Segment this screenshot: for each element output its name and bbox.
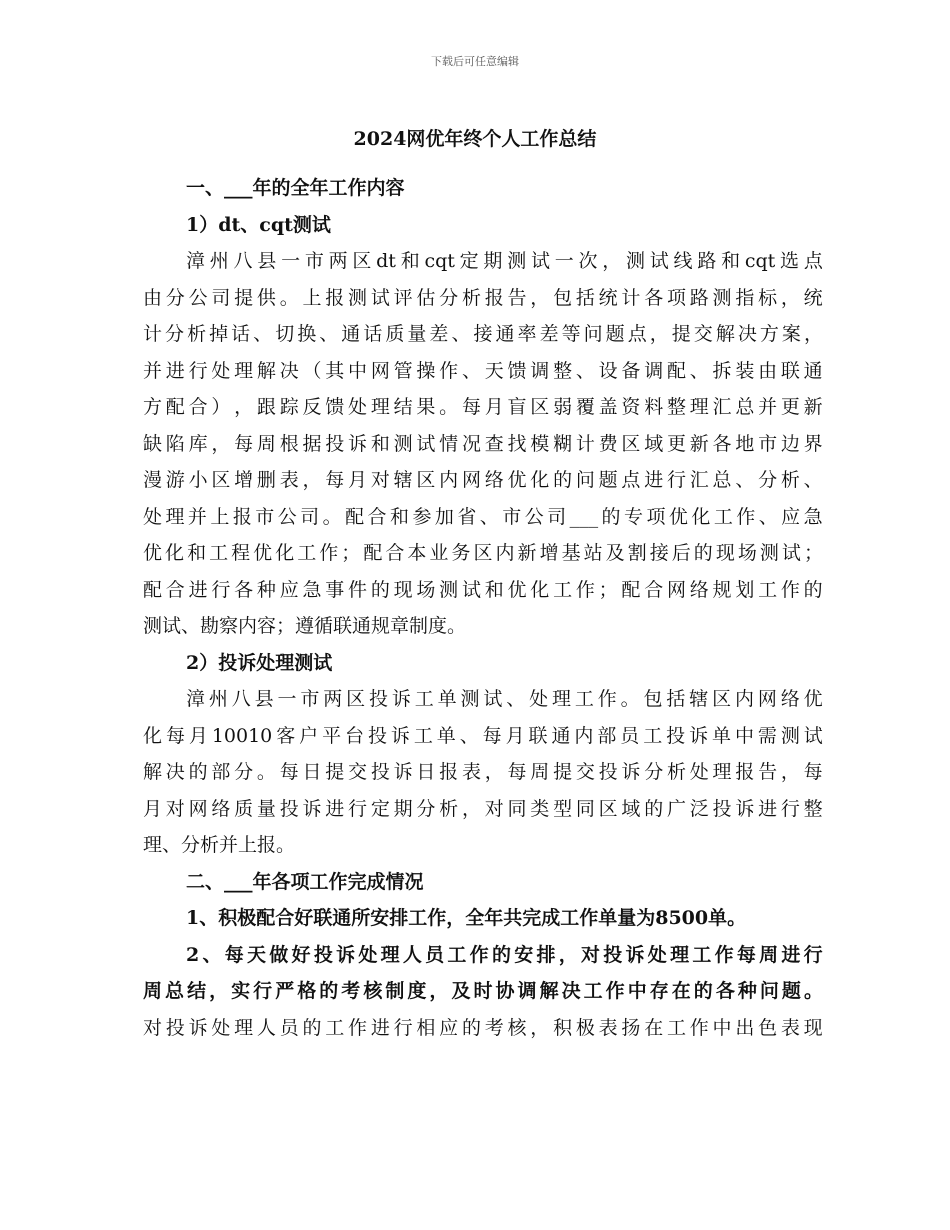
paragraph-line: 理、分析并上报。 [143, 834, 296, 856]
paragraph-line: 方 配 合 ） ， 跟 踪 反 馈 处 理 结 果 。 每 月 盲 区 弱 覆 盖 资 料 整 理 汇 总 并 更 新 [143, 396, 823, 418]
paragraph-line: 由 分 公 司 提 供 。 上 报 测 试 评 估 分 析 报 告 ， 包 括 统 计 各 项 路 测 指 标 ， 统 [143, 286, 823, 309]
document-title: 2024网优年终个人工作总结 [353, 128, 597, 150]
section-heading-line: 2）投诉处理测试 [186, 651, 333, 674]
document-body [143, 170, 823, 1046]
page-header: 下载后可任意编辑 [431, 55, 519, 68]
paragraph-line: 优 化 和 工 程 优 化 工 作 ； 配 合 本 业 务 区 内 新 增 基 站 及 割 接 后 的 现 场 测 试 ； [143, 542, 823, 564]
paragraph-line: 配 合 进 行 各 种 应 急 事 件 的 现 场 测 试 和 优 化 工 作 ； 配 合 网 络 规 划 工 作 的 [143, 578, 823, 601]
paragraph-line: 并 进 行 处 理 解 决 （ 其 中 网 管 操 作 、 天 馈 调 整 、 设 备 调 配 、 拆 装 由 联 通 [143, 359, 823, 382]
section-heading-line: 一、___年的全年工作内容 [186, 177, 405, 199]
section-heading-line: 周 总 结 ， 实 行 严 格 的 考 核 制 度 ， 及 时 协 调 解 决 工 作 中 存 在 的 各 种 问 题 。 [143, 980, 823, 1002]
paragraph-line: 解 决 的 部 分 。 每 日 提 交 投 诉 日 报 表 ， 每 周 提 交 投 诉 分 析 处 理 报 告 ， 每 [143, 761, 823, 783]
paragraph-line: 测试、勘察内容；遵循联通规章制度。 [143, 615, 467, 637]
paragraph-line: 月 对 网 络 质 量 投 诉 进 行 定 期 分 析 ， 对 同 类 型 同 区 域 的 广 泛 投 诉 进 行 整 [143, 797, 823, 820]
paragraph-line: 漳 州 八 县 一 市 两 区 投 诉 工 单 测 试 、 处 理 工 作 。 包 括 辖 区 内 网 络 优 [186, 688, 823, 710]
section-heading-line: 二、___年各项工作完成情况 [186, 870, 424, 893]
paragraph-line: 化 每 月 10010 客 户 平 台 投 诉 工 单 、 每 月 联 通 内 部 员 工 投 诉 单 中 需 测 试 [143, 724, 823, 747]
section-heading-line: 1）dt、cqt测试 [186, 213, 331, 236]
paragraph-line: 对 投 诉 处 理 人 员 的 工 作 进 行 相 应 的 考 核 ， 积 极 表 扬 在 工 作 中 出 色 表 现 [143, 1016, 823, 1039]
paragraph-line: 漫 游 小 区 增 删 表 ， 每 月 对 辖 区 内 网 络 优 化 的 问 题 点 进 行 汇 总 、 分 析 、 [143, 469, 823, 491]
paragraph-line: 漳 州 八 县 一 市 两 区 dt 和 cqt 定 期 测 试 一 次 ， 测 试 线 路 和 cqt 选 点 [186, 250, 823, 272]
paragraph-line: 缺 陷 库 ， 每 周 根 据 投 诉 和 测 试 情 况 查 找 模 糊 计 费 区 域 更 新 各 地 市 边 界 [143, 432, 823, 455]
section-heading-line: 2 、 每 天 做 好 投 诉 处 理 人 员 工 作 的 安 排 ， 对 投 诉 处 理 工 作 每 周 进 行 [186, 943, 823, 966]
paragraph-line: 处 理 并 上 报 市 公 司 。 配 合 和 参 加 省 、 市 公 司 ___ 的 专 项 优 化 工 作 、 应 急 [143, 505, 823, 528]
section-heading-line: 1、积极配合好联通所安排工作，全年共完成工作单量为8500单。 [186, 907, 747, 929]
paragraph-line: 计 分 析 掉 话 、 切 换 、 通 话 质 量 差 、 接 通 率 差 等 问 题 点 ， 提 交 解 决 方 案 ， [143, 323, 823, 345]
